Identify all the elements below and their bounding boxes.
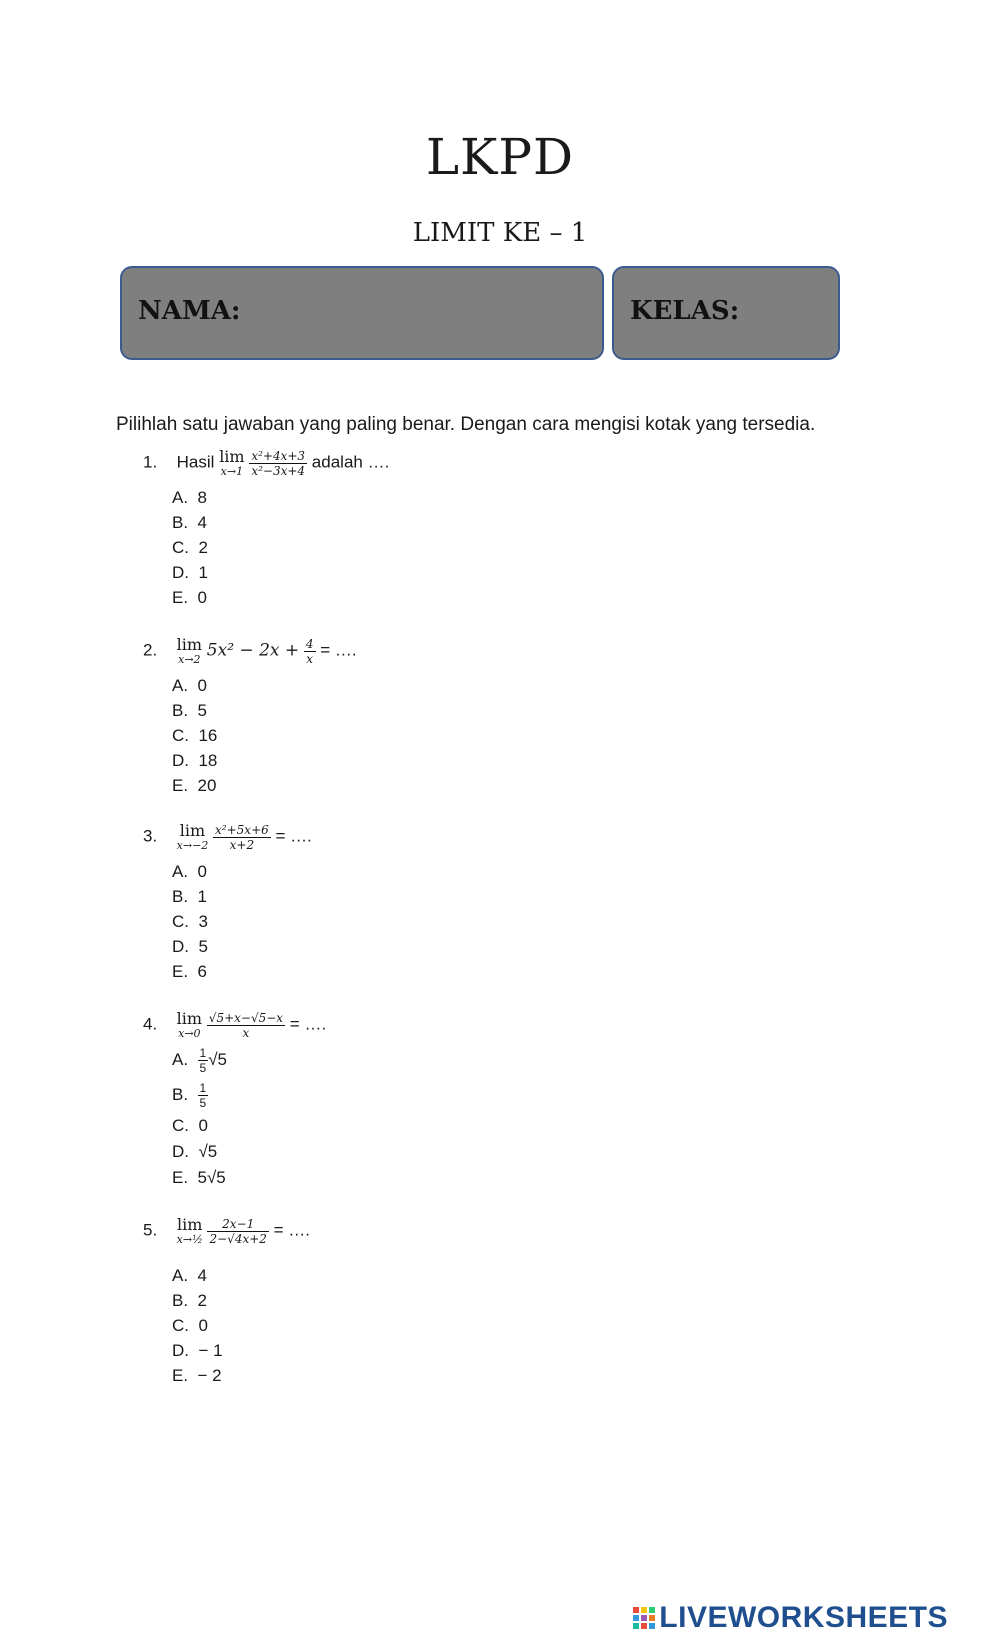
option-3b[interactable]: B. 1 [172, 887, 207, 906]
option-4b[interactable]: B. $\frac{1}{5}$ [172, 1081, 207, 1110]
fraction: $\frac{1}{5}$ [199, 1046, 207, 1075]
fraction: $\frac{2x-1}{2-√4x+2}$ [209, 1216, 267, 1246]
limit-operator: lim x→2 [176, 635, 203, 666]
option-4d[interactable]: D. √5 [172, 1142, 218, 1161]
option-5c[interactable]: C. 0 [172, 1316, 208, 1335]
option-3c[interactable]: C. 3 [172, 912, 208, 931]
option-4a[interactable]: A. $\frac{1}{5}$ √5 [172, 1046, 227, 1075]
fraction: $\frac{√5+x-√5-x}{x}$ [208, 1010, 284, 1040]
fraction: $\frac{1}{5}$ [199, 1081, 207, 1110]
option-2d[interactable]: D. 18 [172, 751, 218, 770]
option-5b[interactable]: B. 2 [172, 1291, 207, 1310]
nama-box[interactable] [120, 266, 604, 360]
option-1e[interactable]: E. 0 [172, 588, 207, 607]
question-5 [143, 1216, 310, 1246]
watermark-text: LIVEWORKSHEETS [659, 1601, 948, 1634]
kelas-label: KELAS: [630, 296, 740, 326]
page-subtitle: LIMIT KE – 1 [412, 218, 588, 248]
page-title: LKPD [425, 128, 575, 186]
limit-operator: lim x→0 [176, 1009, 203, 1040]
question-number: 3. [143, 826, 158, 846]
question-number: 5. [143, 1220, 158, 1240]
option-3d[interactable]: D. 5 [172, 937, 208, 956]
question-suffix: = …. [275, 826, 312, 846]
fraction: $\frac{4}{x}$ [305, 636, 314, 666]
instruction-text: Pilihlah satu jawaban yang paling benar. Dengan cara mengisi kotak yang tersedia. [116, 414, 816, 435]
question-number: 2. [143, 640, 158, 660]
question-prefix: Hasil [176, 452, 215, 472]
option-2a[interactable]: A. 0 [172, 676, 207, 695]
fraction: $\frac{\text{x²+4x+3}}{\text{x²−3x+4}}$ [251, 448, 306, 478]
question-suffix: adalah …. [311, 452, 390, 472]
option-2b[interactable]: B. 5 [172, 701, 207, 720]
liveworksheets-logo [633, 1601, 948, 1635]
nama-label: NAMA: [138, 296, 241, 326]
question-3 [143, 822, 312, 852]
question-suffix: = …. [320, 640, 357, 660]
question-1 [143, 448, 389, 478]
option-1d[interactable]: D. 1 [172, 563, 208, 582]
limit-operator: lim x→−2 [176, 821, 209, 852]
kelas-box[interactable] [612, 266, 840, 360]
option-1c[interactable]: C. 2 [172, 538, 208, 557]
limit-operator: lim x→1 [219, 447, 245, 478]
question-2 [143, 636, 357, 666]
option-5e[interactable]: E. − 2 [172, 1366, 222, 1385]
option-1b[interactable]: B. 4 [172, 513, 207, 532]
fraction: $\frac{\text{x²+5x+6}}{x+2}$ [215, 822, 269, 852]
option-2e[interactable]: E. 20 [172, 776, 217, 795]
option-1a[interactable]: A. 8 [172, 488, 207, 507]
limit-operator: lim x→½ [176, 1215, 203, 1246]
option-3e[interactable]: E. 6 [172, 962, 207, 981]
question-4 [143, 1010, 326, 1040]
question-suffix: = …. [273, 1220, 311, 1240]
option-3a[interactable]: A. 0 [172, 862, 207, 881]
expression: 5x² − 2x + [206, 640, 300, 661]
option-2c[interactable]: C. 16 [172, 726, 218, 745]
question-number: 1. [143, 452, 158, 472]
option-5d[interactable]: D. − 1 [172, 1341, 223, 1360]
option-4e[interactable]: E. 5√5 [172, 1168, 226, 1187]
option-5a[interactable]: A. 4 [172, 1266, 207, 1285]
logo-icon [633, 1607, 655, 1629]
question-suffix: = …. [289, 1014, 327, 1034]
option-4c[interactable]: C. 0 [172, 1116, 208, 1135]
question-number: 4. [143, 1014, 158, 1034]
